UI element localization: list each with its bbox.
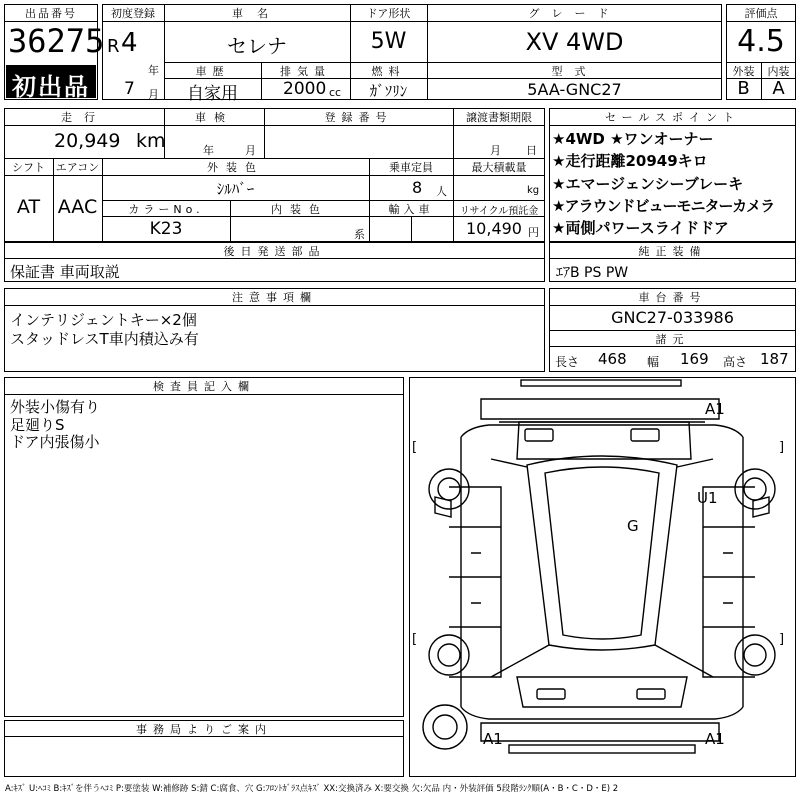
damage-mark-glass: G	[627, 517, 639, 535]
note-line-1: インテリジェントキー×2個	[10, 311, 197, 329]
damage-mark-side: U1	[697, 489, 718, 507]
transfer-month-unit: 月	[490, 144, 501, 157]
transfer-label: 譲渡書類期限	[466, 111, 532, 124]
note-line-2: スタッドレスT車内積込み有	[10, 330, 199, 348]
inspector-line-1: 外装小傷有り	[10, 398, 101, 416]
inspector-line-3: ドア内張傷小	[10, 433, 100, 451]
capacity-unit: 人	[436, 185, 447, 198]
later-parts-value: 保証書 車両取説	[10, 263, 120, 281]
month: 7	[124, 79, 135, 99]
transfer-day-unit: 日	[526, 144, 537, 157]
sales-point-5: ★両側パワースライドドア	[552, 219, 729, 237]
ac-label: エアコン	[55, 161, 100, 174]
legend: A:ｷｽﾞ U:ﾍｺﾐ B:ｷｽﾞを伴うﾍｺﾐ P:要塗装 W:補修跡 S:錆 C:腐食、穴 G:ﾌﾛﾝﾄｶﾞﾗｽ点ｷｽﾞ XX:交換済み X:要交換 欠:欠品 内・外装評価 5段階ﾗﾝｸ順(A・B・C・D・E) 2	[5, 784, 619, 794]
recycle-unit: 円	[528, 226, 539, 239]
interior-label: 内装	[767, 65, 790, 78]
fuel: ｶﾞｿﾘﾝ	[369, 82, 408, 100]
damage-mark-rear-right: A1	[705, 730, 725, 748]
door-label: ドア形状	[366, 7, 411, 20]
lot-number-label: 出品番号	[25, 7, 77, 20]
mileage: 20,949	[54, 130, 121, 152]
damage-mark-front: A1	[705, 400, 725, 418]
ext-color: ｼﾙﾊﾞｰ	[216, 180, 255, 198]
month-unit: 月	[148, 88, 159, 101]
inspector-label: 検査員記入欄	[153, 380, 255, 393]
door: 5W	[370, 29, 407, 54]
first-listing-text: 初出品	[12, 73, 90, 101]
year: 4	[121, 28, 138, 58]
width-label: 幅	[647, 355, 660, 369]
recycle-label: リサイクル預託金	[459, 206, 539, 217]
inspector-line-2: 足廻りS	[10, 416, 65, 434]
height-label: 高さ	[723, 355, 748, 369]
ac: AAC	[57, 196, 98, 218]
inspection-year-unit: 年	[203, 144, 214, 157]
later-parts-label: 後日発送部品	[223, 245, 326, 258]
length: 468	[598, 350, 627, 368]
office-label: 事務局よりご案内	[136, 723, 272, 736]
chassis-label: 車台番号	[638, 291, 707, 304]
history: 自家用	[187, 84, 238, 104]
sales-point-3: ★エマージェンシーブレーキ	[552, 175, 744, 193]
genuine-value: ｴｱB PS PW	[556, 265, 629, 281]
model-label: 型式	[551, 65, 598, 78]
import-label: 輸入車	[388, 203, 434, 216]
car-name-label: 車名	[232, 7, 282, 20]
genuine-label: 純正装備	[638, 245, 707, 258]
sales-points-label: セールスポイント	[604, 111, 740, 124]
car-name: セレナ	[227, 34, 287, 58]
shift: AT	[16, 196, 41, 218]
score: 4.5	[737, 24, 785, 59]
dims-label: 諸元	[655, 333, 690, 346]
height: 187	[760, 350, 789, 368]
color-no-label: カラーNo.	[128, 203, 204, 216]
sales-point-4: ★アラウンドビューモニターカメラ	[552, 197, 775, 215]
bracket-left-bottom: [	[412, 632, 418, 647]
damage-mark-rear-left: A1	[483, 730, 503, 748]
sales-point-2: ★走行距離20949キロ	[552, 152, 708, 170]
capacity-label: 乗車定員	[389, 161, 433, 174]
mileage-label: 走行	[61, 111, 107, 124]
inspection-label: 車検	[195, 111, 233, 124]
history-label: 車歴	[195, 65, 230, 78]
sales-point-1: ★4WD ★ワンオーナー	[552, 130, 714, 148]
lot-number: 36275	[8, 22, 105, 60]
displacement: 2000	[283, 79, 327, 99]
length-label: 長さ	[555, 355, 580, 369]
bracket-right-top: ]	[779, 440, 785, 455]
grade-label: グレード	[528, 7, 621, 20]
mileage-unit: km	[136, 130, 166, 152]
bracket-right-bottom: ]	[779, 632, 785, 647]
int-color-label: 内装色	[271, 203, 328, 216]
reg-no-label: 登録番号	[324, 111, 393, 124]
displacement-label: 排気量	[280, 65, 331, 78]
model: 5AA-GNC27	[527, 80, 622, 99]
ext-color-label: 外装色	[207, 161, 264, 174]
first-reg-label: 初度登録	[111, 7, 155, 20]
max-load-label: 最大積載量	[471, 161, 527, 174]
notes-label: 注意事項欄	[232, 291, 317, 304]
grade: XV 4WD	[525, 28, 624, 56]
year-unit: 年	[148, 64, 159, 77]
chassis-number: GNC27-033986	[611, 308, 734, 327]
interior-grade: A	[772, 78, 785, 99]
int-color-unit: 系	[354, 228, 365, 241]
bracket-left-top: [	[412, 440, 418, 455]
exterior-grade: B	[737, 78, 750, 99]
capacity: 8	[412, 178, 423, 197]
fuel-label: 燃料	[371, 65, 406, 78]
score-label: 評価点	[744, 7, 778, 20]
inspection-month-unit: 月	[245, 144, 256, 157]
max-load-unit: kg	[527, 185, 540, 196]
color-no: K23	[149, 219, 183, 239]
car-diagram	[409, 377, 796, 777]
recycle: 10,490	[466, 219, 522, 238]
era: R	[107, 36, 120, 57]
exterior-label: 外装	[732, 65, 755, 78]
displacement-unit: cc	[329, 86, 342, 99]
width: 169	[680, 350, 709, 368]
shift-label: シフト	[12, 161, 45, 174]
